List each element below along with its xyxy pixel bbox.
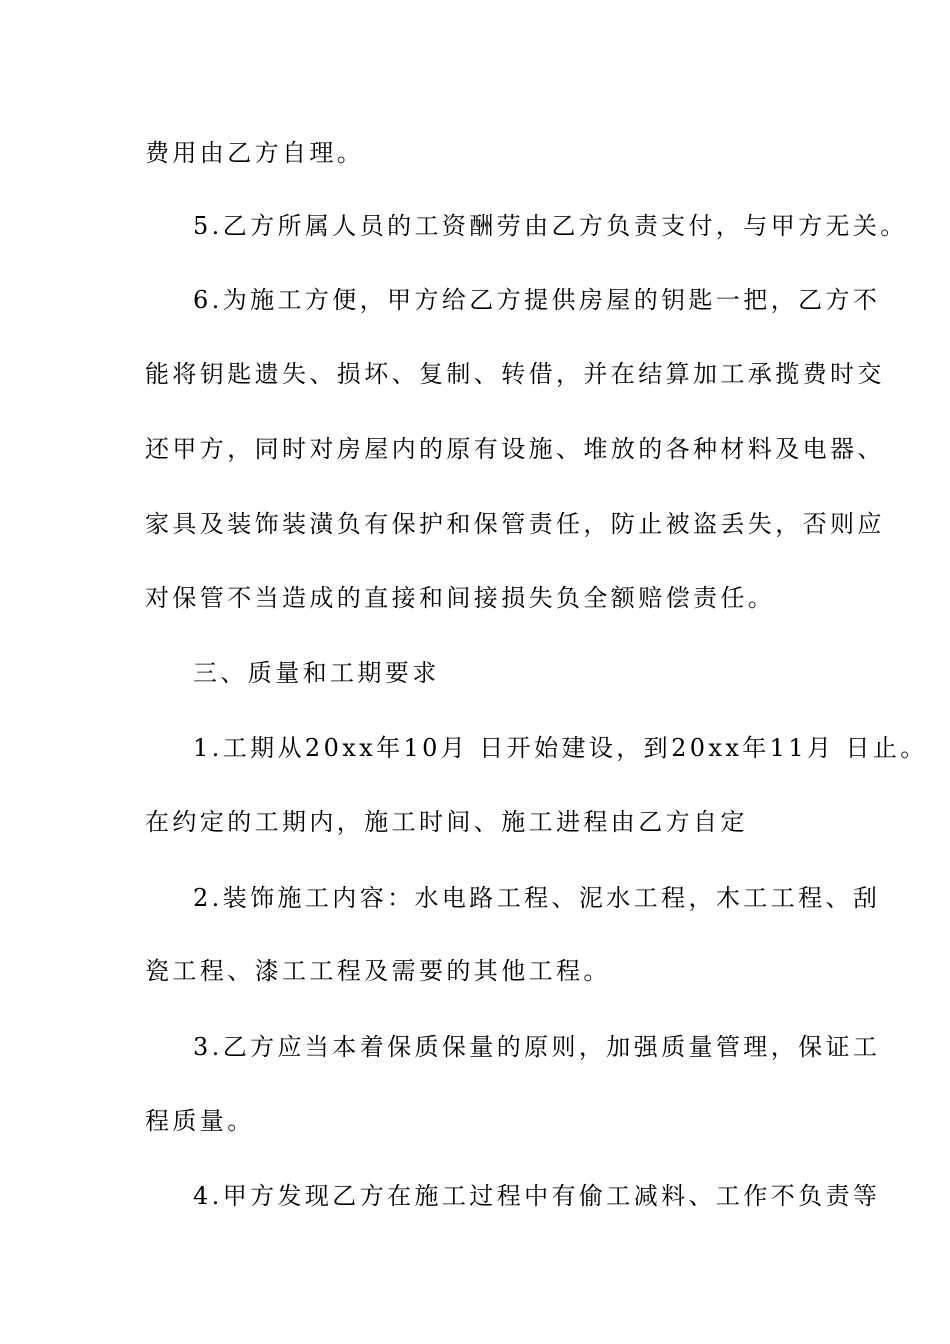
text-line-14: 程质量。: [145, 1107, 255, 1135]
section-heading: 三、质量和工期要求: [193, 659, 440, 687]
text-line-1: 费用由乙方自理。: [145, 139, 365, 167]
text-line-9: 1.工期从20xx年10月 日开始建设，到20xx年11月 日止。: [193, 734, 928, 762]
text-line-6: 家具及装饰装潢负有保护和保管责任，防止被盗丢失，否则应: [145, 510, 885, 538]
text-line-5: 还甲方，同时对房屋内的原有设施、堆放的各种材料及电器、: [145, 435, 885, 463]
text-line-7: 对保管不当造成的直接和间接损失负全额赔偿责任。: [145, 584, 776, 612]
text-line-10: 在约定的工期内，施工时间、施工进程由乙方自定: [145, 808, 748, 836]
text-line-3: 6.为施工方便，甲方给乙方提供房屋的钥匙一把，乙方不: [193, 286, 881, 314]
text-line-12: 瓷工程、漆工工程及需要的其他工程。: [145, 957, 611, 985]
text-line-2: 5.乙方所属人员的工资酬劳由乙方负责支付，与甲方无关。: [193, 212, 908, 240]
text-line-13: 3.乙方应当本着保质保量的原则，加强质量管理，保证工: [193, 1033, 881, 1061]
text-line-15: 4.甲方发现乙方在施工过程中有偷工减料、工作不负责等: [193, 1182, 881, 1210]
text-line-4: 能将钥匙遗失、损坏、复制、转借，并在结算加工承揽费时交: [145, 360, 885, 388]
text-line-11: 2.装饰施工内容：水电路工程、泥水工程，木工工程、刮: [193, 884, 881, 912]
